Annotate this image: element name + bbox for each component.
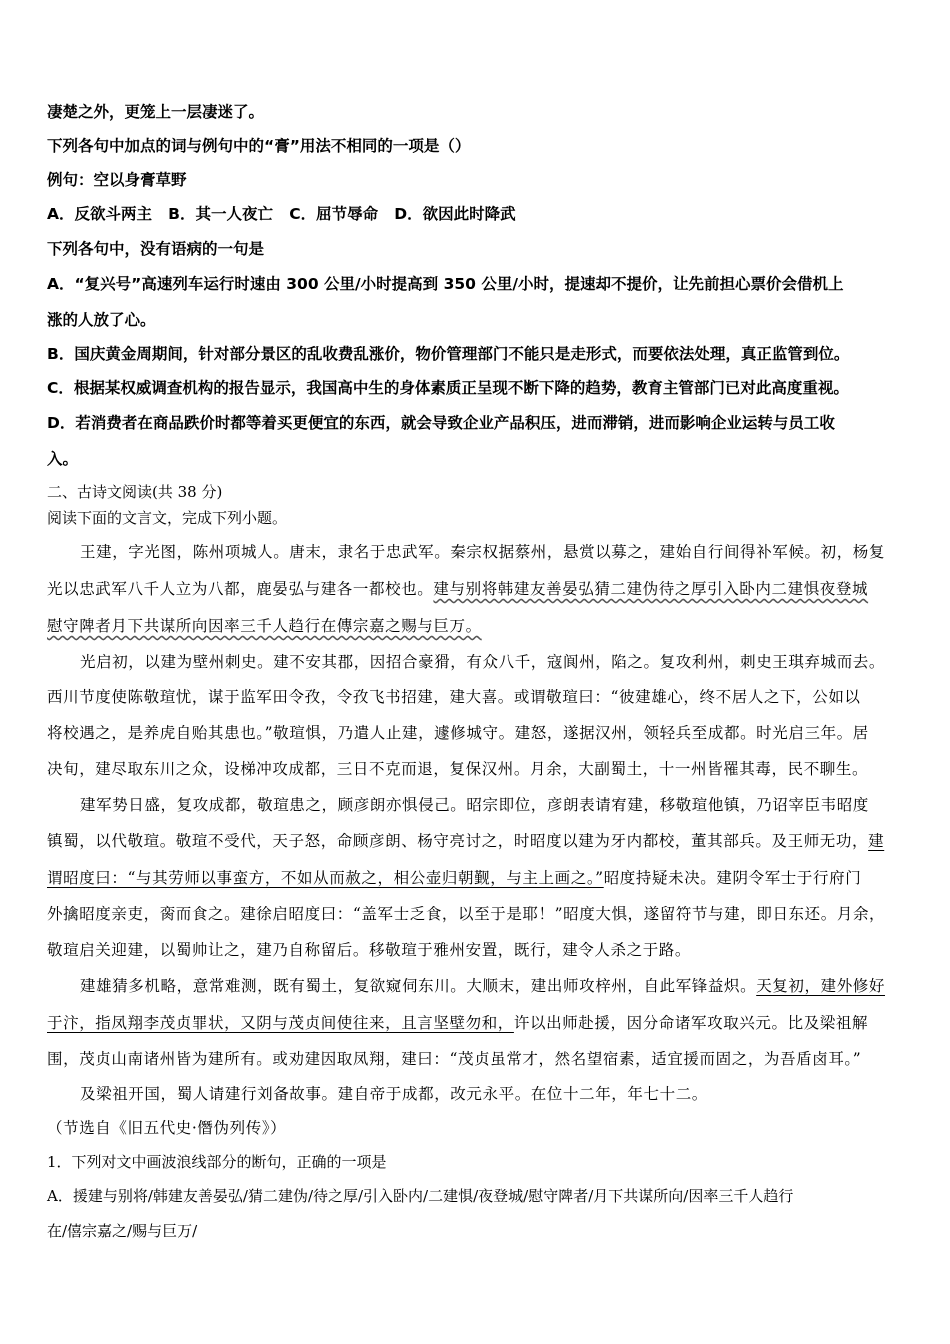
grammar-option-a-line2: 涨的人放了心。 <box>47 311 156 329</box>
passage-source: （节选自《旧五代史·僭伪列传》） <box>47 1119 287 1137</box>
grammar-question-stem: 下列各句中，没有语病的一句是 <box>47 240 265 258</box>
underlined-segment: 谓昭度曰：“与其劳师以事蛮方，不如从而赦之，相公壶归朝觐，与主上画之。” <box>47 869 604 887</box>
passage-p3-line1: 建军势日盛，复攻成都，敬瑄患之，顾彦朗亦惧侵己。昭宗即位，彦朗表请宥建，移敬瑄他镇，乃诏宰臣韦昭度 <box>80 796 869 814</box>
passage-p4-line1-plain: 建雄猜多机略，意常难测，既有蜀土，复欲窥伺东川。大顺末，建出师攻梓州，自此军锋益炽。 <box>80 977 757 995</box>
passage-p3-line5: 敬瑄启关迎建，以蜀帅让之，建乃自称留后。移敬瑄于雅州安置，既行，建令人杀之于路。 <box>47 941 692 959</box>
passage-p4-line1 <box>80 974 885 996</box>
wavy-underlined-segment-end: 慰守陴者月下共谋所向因率三千人趋行在傳宗嘉之赐与巨万。 <box>47 617 482 635</box>
q1-stem: 1．下列对文中画波浪线部分的断句，正确的一项是 <box>47 1153 387 1171</box>
underlined-segment-2-start: 天复初，建外修好 <box>756 977 886 995</box>
passage-p3-line3 <box>47 866 861 888</box>
grammar-option-d-line1: D．若消费者在商品跌价时都等着买更便宜的东西，就会导致企业产品积压，进而滞销，进而影响企业运转与员工收 <box>47 414 835 432</box>
grammar-option-a-line1: A．“复兴号”高速列车运行时速由 300 公里/小时提高到 350 公里/小时，提速却不提价，让先前担心票价会借机上 <box>47 275 844 293</box>
grammar-option-c: C．根据某权威调查机构的报告显示，我国高中生的身体素质正呈现不断下降的趋势，教育主管部门已对此高度重视。 <box>47 379 849 397</box>
passage-p4-line3: 围，茂贞山南诸州皆为建所有。或劝建因取凤翔，建曰：“茂贞虽常才，然名望宿素，适宜援而固之，为吾盾卤耳。” <box>47 1050 862 1068</box>
passage-p3-line2 <box>47 829 884 851</box>
passage-p4-line2 <box>47 1011 868 1033</box>
section-heading: 二、古诗文阅读(共 38 分) <box>47 483 223 501</box>
grammar-option-b: B．国庆黄金周期间，针对部分景区的乱收费乱涨价，物价管理部门不能只是走形式，而要依法处理，真正监管到位。 <box>47 345 850 363</box>
grammar-option-d-line2: 入。 <box>47 450 79 468</box>
underlined-segment-2: 于汴，指凤翔李茂贞罪状，又阴与茂贞间使往来，且言坚壁勿和， <box>47 1014 514 1032</box>
passage-p1-line3 <box>47 614 482 636</box>
passage-p2-line1: 光启初，以建为壁州刺史。建不安其郡，因招合豪猾，有众八千，寇阆州，陷之。复攻利州，刺史王琪弃城而去。 <box>80 653 886 671</box>
passage-p5-line1: 及梁祖开国，蜀人请建行刘备故事。建自帝于成都，改元永平。在位十二年，年七十二。 <box>80 1085 708 1103</box>
passage-p2-line3: 将校遇之，是养虎自贻其患也。”敬瑄惧，乃遣人止建，遽修城守。建怒，遂据汉州，领轻兵至成都。时光启三年。居 <box>47 724 869 742</box>
passage-p3-line4: 外擒昭度亲吏，脔而食之。建徐启昭度曰：“盖军士乏食，以至于是耶！”昭度大惧，遂留符节与建，即日东还。月余， <box>47 905 886 923</box>
passage-p1-line1: 王建，字光图，陈州项城人。唐末，隶名于忠武军。秦宗权据蔡州，悬赏以募之，建始自行间得补军候。初，杨复 <box>80 543 886 561</box>
q1-option-a-line1: A．援建与别将/韩建友善晏弘/猜二建伪/待之厚/引入卧内/二建惧/夜登城/慰守陴者/月下共谋所向/因率三千人趋行 <box>47 1187 794 1205</box>
passage-p1-line2-plain: 光以忠武军八千人立为八都，鹿晏弘与建各一都校也。 <box>47 580 434 598</box>
underlined-segment-start: 建 <box>868 832 885 850</box>
question-fragment: 凄楚之外，更笼上一层凄迷了。 <box>47 103 265 121</box>
usage-options: A．反欲斗两主 B．其一人夜亡 C．屈节辱命 D．欲因此时降武 <box>47 205 516 223</box>
passage-p2-line2: 西川节度使陈敬瑄忧，谋于监军田令孜，令孜飞书招建，建大喜。或谓敬瑄曰：“彼建雄心，终不居人之下，公如以 <box>47 688 861 706</box>
passage-p4-line2-plain: 许以出师赴援，因分命诸军攻取兴元。比及梁祖解 <box>513 1014 869 1032</box>
usage-question-stem: 下列各句中加点的词与例句中的“膏”用法不相同的一项是（） <box>47 137 471 155</box>
usage-example: 例句：空以身膏草野 <box>47 171 187 189</box>
wavy-underlined-segment: 建与别将韩建友善晏弘猜二建伪待之厚引入卧内二建惧夜登城 <box>433 580 869 598</box>
passage-p3-line2-plain: 镇蜀，以代敬瑄。敬瑄不受代，天子怒，命顾彦朗、杨守亮讨之，时昭度以建为牙内都校，董其部兵。及王师无功， <box>47 832 869 850</box>
q1-option-a-line2: 在/僖宗嘉之/赐与巨万/ <box>47 1222 198 1240</box>
passage-p2-line4: 决旬，建尽取东川之众，设梯冲攻成都，三日不克而退，复保汉州。月余，大副蜀土，十一州皆罹其毒，民不聊生。 <box>47 760 869 778</box>
section-instruction: 阅读下面的文言文，完成下列小题。 <box>47 509 288 527</box>
passage-p3-line3-plain: 昭度持疑未决。建阴令军士于行府门 <box>603 869 862 887</box>
passage-p1-line2 <box>47 577 868 599</box>
